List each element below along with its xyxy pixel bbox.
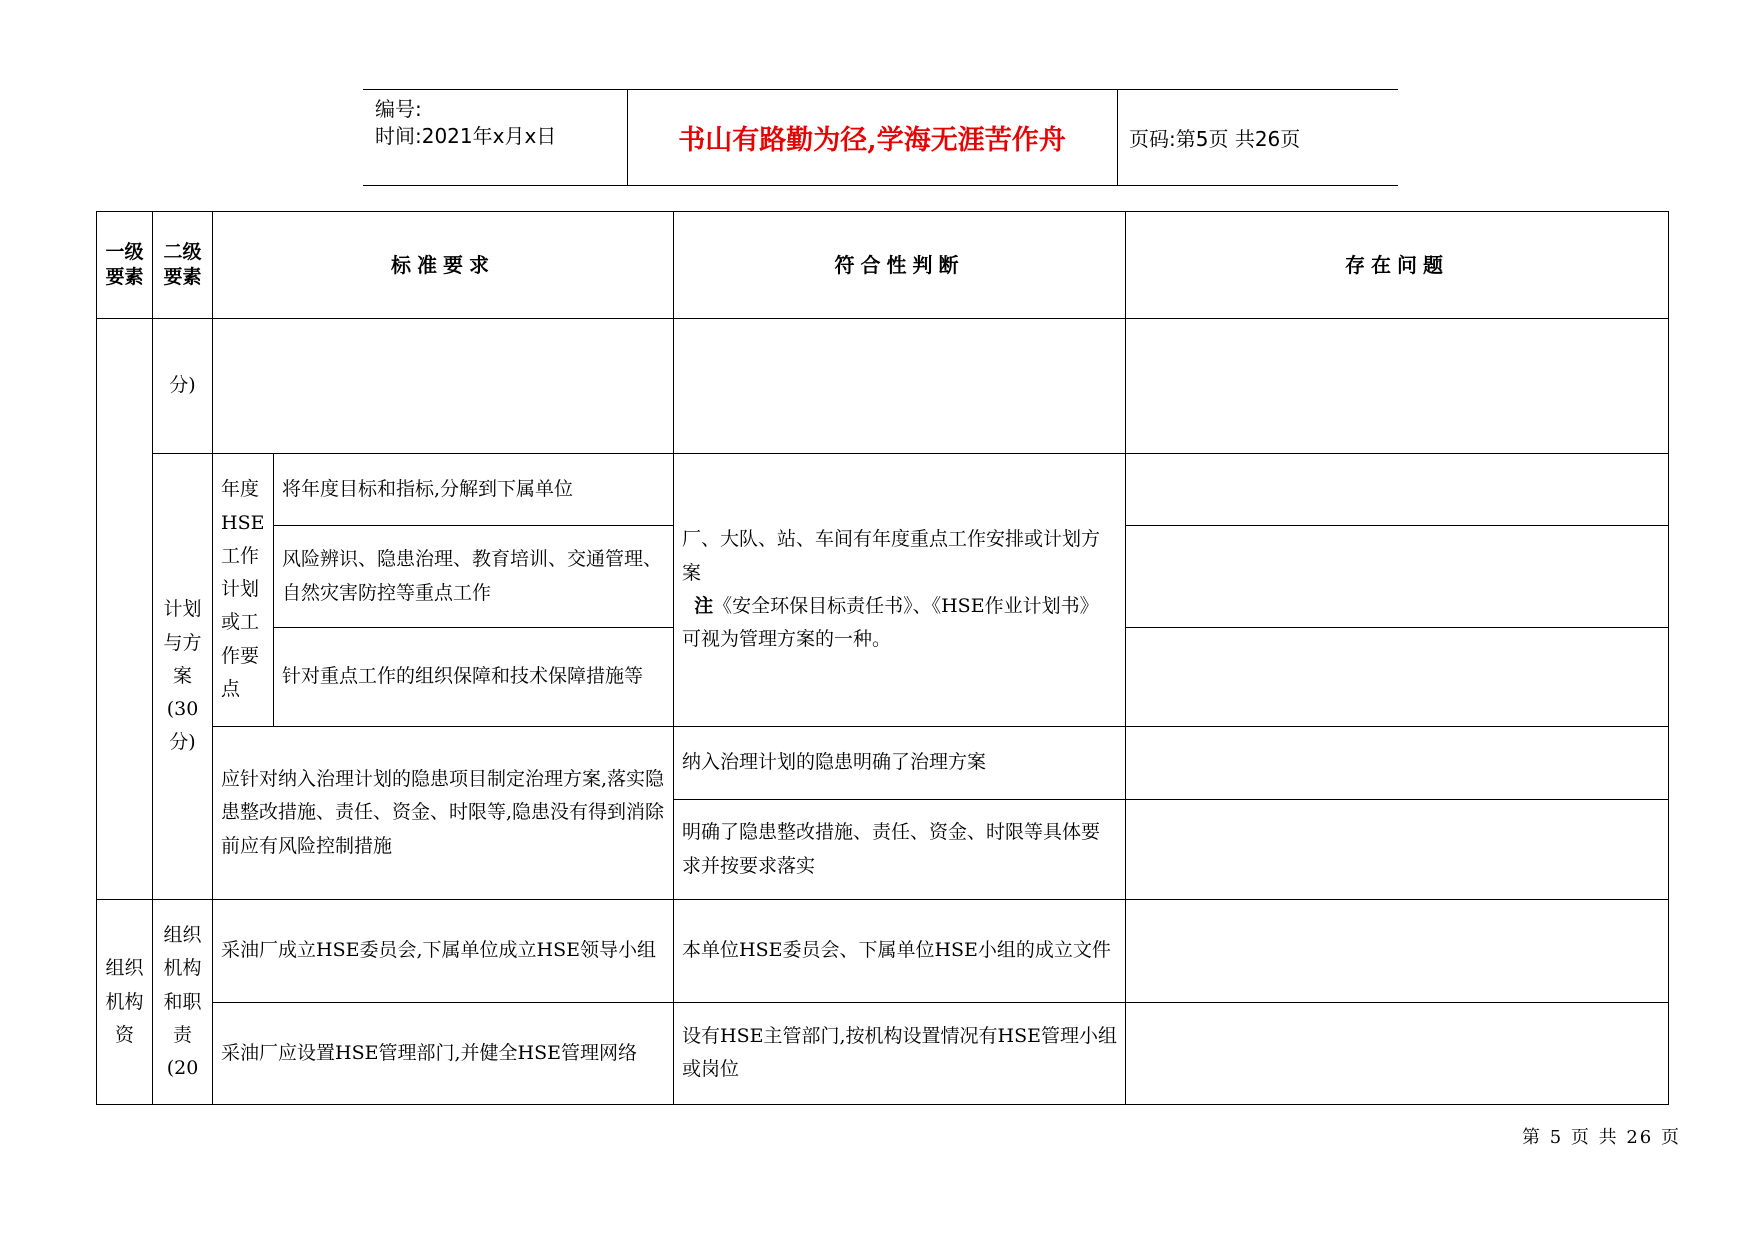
header-page-cell — [1117, 90, 1398, 185]
plan-item-3: 针对重点工作的组织保障和技术保障措施等 — [274, 628, 674, 726]
level2-cell-prev: 分) — [153, 319, 213, 453]
hazard-standard-cell: 应针对纳入治理计划的隐患项目制定治理方案,落实隐患整改措施、责任、资金、时限等,隐患没有得到消除前应有风险控制措施 — [213, 726, 674, 900]
table-row — [97, 726, 1669, 799]
judgment-cell-prev — [674, 319, 1126, 453]
plan-judgment-main: 厂、大队、站、车间有年度重点工作安排或计划方案 — [682, 528, 1101, 584]
table-row — [97, 319, 1669, 453]
plan-item-2: 风险辨识、隐患治理、教育培训、交通管理、自然灾害防控等重点工作 — [274, 526, 674, 628]
level2-cell-org: 组织机构和职责(20 — [153, 900, 213, 1105]
header-motto-cell — [627, 90, 1118, 185]
note-label: 注 — [694, 594, 714, 617]
header-standard: 标准要求 — [213, 212, 674, 319]
level1-cell-org: 组织机构资 — [97, 900, 153, 1105]
level1-cell-empty — [97, 319, 153, 900]
org-judgment-1: 本单位HSE委员会、下属单位HSE小组的成立文件 — [674, 900, 1126, 1002]
org-standard-2: 采油厂应设置HSE管理部门,并健全HSE管理网络 — [213, 1002, 674, 1104]
header-level1: 一级要素 — [97, 212, 153, 319]
issues-cell — [1126, 726, 1669, 799]
issues-cell — [1126, 526, 1669, 628]
issues-cell-prev — [1126, 319, 1669, 453]
org-standard-1: 采油厂成立HSE委员会,下属单位成立HSE领导小组 — [213, 900, 674, 1002]
note-text: 《安全环保目标责任书》、《HSE作业计划书》可视为管理方案的一种。 — [682, 594, 1099, 650]
table-row — [97, 453, 1669, 525]
header-judgment: 符合性判断 — [674, 212, 1126, 319]
issues-cell — [1126, 799, 1669, 899]
page-number-label: 页码:第5页 共26页 — [1129, 127, 1301, 151]
plan-judgment-note — [682, 590, 1117, 657]
header-level2: 二级要素 — [153, 212, 213, 319]
hazard-judgment-1: 纳入治理计划的隐患明确了治理方案 — [674, 726, 1126, 799]
plan-item-1: 将年度目标和指标,分解到下属单位 — [274, 453, 674, 525]
issues-cell — [1126, 1002, 1669, 1104]
document-header — [363, 89, 1398, 186]
hazard-judgment-2: 明确了隐患整改措施、责任、资金、时限等具体要求并按要求落实 — [674, 799, 1126, 899]
table-header-row — [97, 212, 1669, 319]
page-footer: 第 5 页 共 26 页 — [1522, 1127, 1681, 1148]
issues-cell — [1126, 628, 1669, 726]
header-info-cell — [363, 90, 628, 185]
hse-standard-table — [96, 211, 1669, 1105]
annual-plan-label: 年度HSE工作计划或工作要点 — [213, 453, 274, 726]
level2-cell-plan: 计划与方案(30分) — [153, 453, 213, 899]
issues-cell — [1126, 900, 1669, 1002]
document-number-label: 编号: — [375, 97, 422, 121]
motto-text: 书山有路勤为径,学海无涯苦作舟 — [678, 125, 1066, 156]
table-row — [97, 900, 1669, 1002]
document-time-label: 时间:2021年x月x日 — [375, 124, 557, 148]
standard-cell-prev — [213, 319, 674, 453]
header-issues: 存在问题 — [1126, 212, 1669, 319]
org-judgment-2: 设有HSE主管部门,按机构设置情况有HSE管理小组或岗位 — [674, 1002, 1126, 1104]
plan-judgment-cell — [674, 453, 1126, 726]
table-row — [97, 1002, 1669, 1104]
issues-cell — [1126, 453, 1669, 525]
